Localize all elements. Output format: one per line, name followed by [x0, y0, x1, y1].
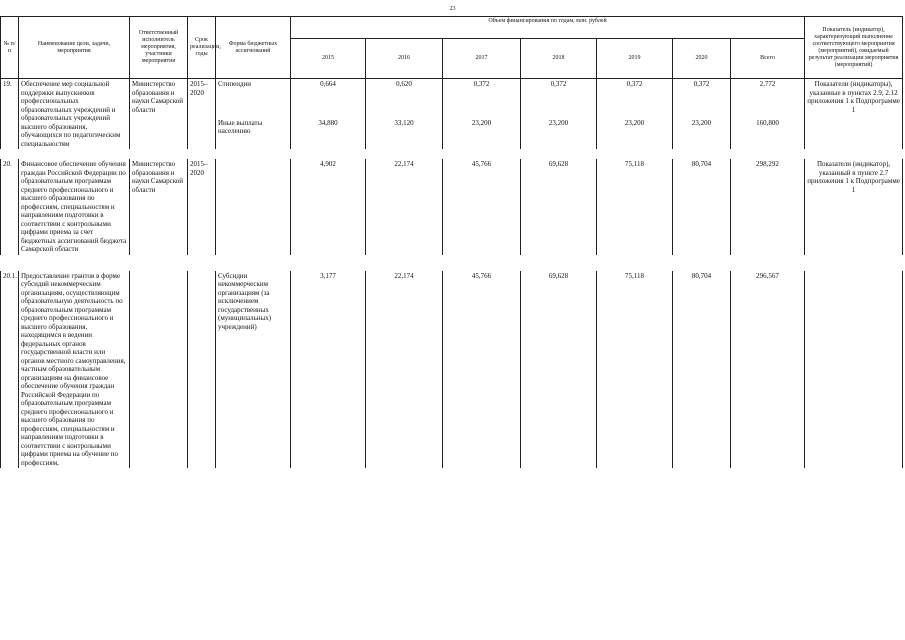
col-term-header: Срок реализации, годы: [188, 17, 216, 79]
row-name: Предоставление грантов в форме субсидий некоммерческим организациям, осуществляющим образовательную деятельность по образовательным программам среднего профессионального и высшего образования, находящимся в ведении федеральных органов государственной власти или органов местного самоуправления, частным образовательным организациям на финансовое обеспечение обучения граждан Российской Федерации по образовательным программам среднего профессионального и высшего образования по профессиям, специальностям и направлениям подготовки в соответствии с контрольными цифрами приема на обучение по профессиям,: [19, 271, 130, 469]
value: 0,372: [626, 80, 643, 88]
row-index: 20.1.: [1, 271, 19, 469]
row-name: Финансовое обеспечение обучения граждан Российской Федерации по образовательным программам среднего профессионального и высшего образования по профессиям, специальностям и направлениям подготовки в соответствии с контрольными цифрами приема за счет бюджетных ассигнований бюджета Самарской области: [19, 159, 130, 255]
row-name: Обеспечение мер социальной поддержки выпускников профессиональных образовательных учреждений и образовательных учреждений высшего образования, обучающихся по педагогическим специальностям: [19, 79, 130, 150]
year-header: 2020: [673, 39, 731, 79]
table-row: [1, 79, 903, 150]
row-indicator: [805, 271, 903, 469]
year-header: 2016: [366, 39, 443, 79]
value: 34,880: [318, 118, 338, 127]
total: 160,800: [756, 118, 779, 127]
col-executor-header: Ответственный исполнитель мероприятия, участники мероприятия: [130, 17, 188, 79]
value-cell: 69,628: [521, 159, 597, 255]
value: 23,200: [548, 118, 569, 127]
year-header: 2018: [521, 39, 597, 79]
value-cell: 80,704: [673, 159, 731, 255]
value-cell: 22,174: [366, 159, 443, 255]
row-term: 2015–2020: [188, 159, 216, 255]
value-cell: 45,766: [443, 271, 521, 469]
value: 0,620: [396, 80, 412, 88]
value: 23,200: [624, 118, 645, 127]
value-cell: 45,766: [443, 159, 521, 255]
row-executor: Министерство образования и науки Самарской области: [130, 79, 188, 150]
value-cell: [291, 79, 366, 150]
value-cell: 3,177: [291, 271, 366, 469]
year-header: 2017: [443, 39, 521, 79]
row-form: [216, 159, 291, 255]
row-term: 2015–2020: [188, 79, 216, 150]
value: 23,200: [691, 118, 712, 127]
value-cell: 80,704: [673, 271, 731, 469]
value: 0,664: [320, 80, 336, 88]
row-executor: Министерство образования и науки Самарской области: [130, 159, 188, 255]
form-label: Стипендии: [218, 80, 252, 88]
value-cell: [673, 79, 731, 150]
value-cell: [521, 79, 597, 150]
col-indicator-header: Показатель (индикатор), характеризующий выполнение соответствующего мероприятия (мероприятий), ожидаемый результат реализации мероприятия (мероприятий): [805, 17, 903, 79]
total: 2,772: [759, 80, 776, 88]
page-number: 23: [449, 6, 456, 12]
col-name-header: Наименование цели, задачи, мероприятия: [19, 17, 130, 79]
value-cell: 69,628: [521, 271, 597, 469]
total-cell: 296,567: [731, 271, 805, 469]
table-row: [1, 159, 903, 255]
total-cell: 298,292: [731, 159, 805, 255]
program-table: [0, 16, 903, 468]
total-cell: [731, 79, 805, 150]
row-form: Субсидии некоммерческим организациям (за исключением государственных (муниципальных) учреждений): [216, 271, 291, 469]
row-form: [216, 79, 291, 150]
year-header: 2015: [291, 39, 366, 79]
row-indicator: Показатели (индикатор), указанный в пункте 2.7 приложения 1 к Подпрограмме 1: [805, 159, 903, 255]
value: 0,372: [550, 80, 567, 88]
form-label: Иные выплаты населению: [218, 118, 263, 135]
value-cell: [443, 79, 521, 150]
value-cell: [366, 79, 443, 150]
row-index: 20.: [1, 159, 19, 255]
value: 0,372: [693, 80, 710, 88]
row-index: 19.: [1, 79, 19, 150]
table-header: [1, 17, 903, 79]
year-header: 2019: [597, 39, 673, 79]
row-indicator: Показатели (индикаторы), указанные в пунктах 2.9, 2.12 приложения 1 к Подпрограмме 1: [805, 79, 903, 150]
value-cell: 75,118: [597, 159, 673, 255]
total-header: Всего: [731, 39, 805, 79]
value-cell: 75,118: [597, 271, 673, 469]
value: 0,372: [473, 80, 490, 88]
col-form-header: Форма бюджетных ассигнований: [216, 17, 291, 79]
value-cell: 4,902: [291, 159, 366, 255]
col-funding-header: Объем финансирования по годам, млн. рублей: [291, 17, 805, 39]
value-cell: 22,174: [366, 271, 443, 469]
table-row: [1, 271, 903, 469]
value: 23,200: [471, 118, 492, 127]
value-cell: [597, 79, 673, 150]
row-term: [188, 271, 216, 469]
value: 33,120: [394, 118, 414, 127]
col-no-header: № п/п: [1, 17, 19, 79]
row-executor: [130, 271, 188, 469]
